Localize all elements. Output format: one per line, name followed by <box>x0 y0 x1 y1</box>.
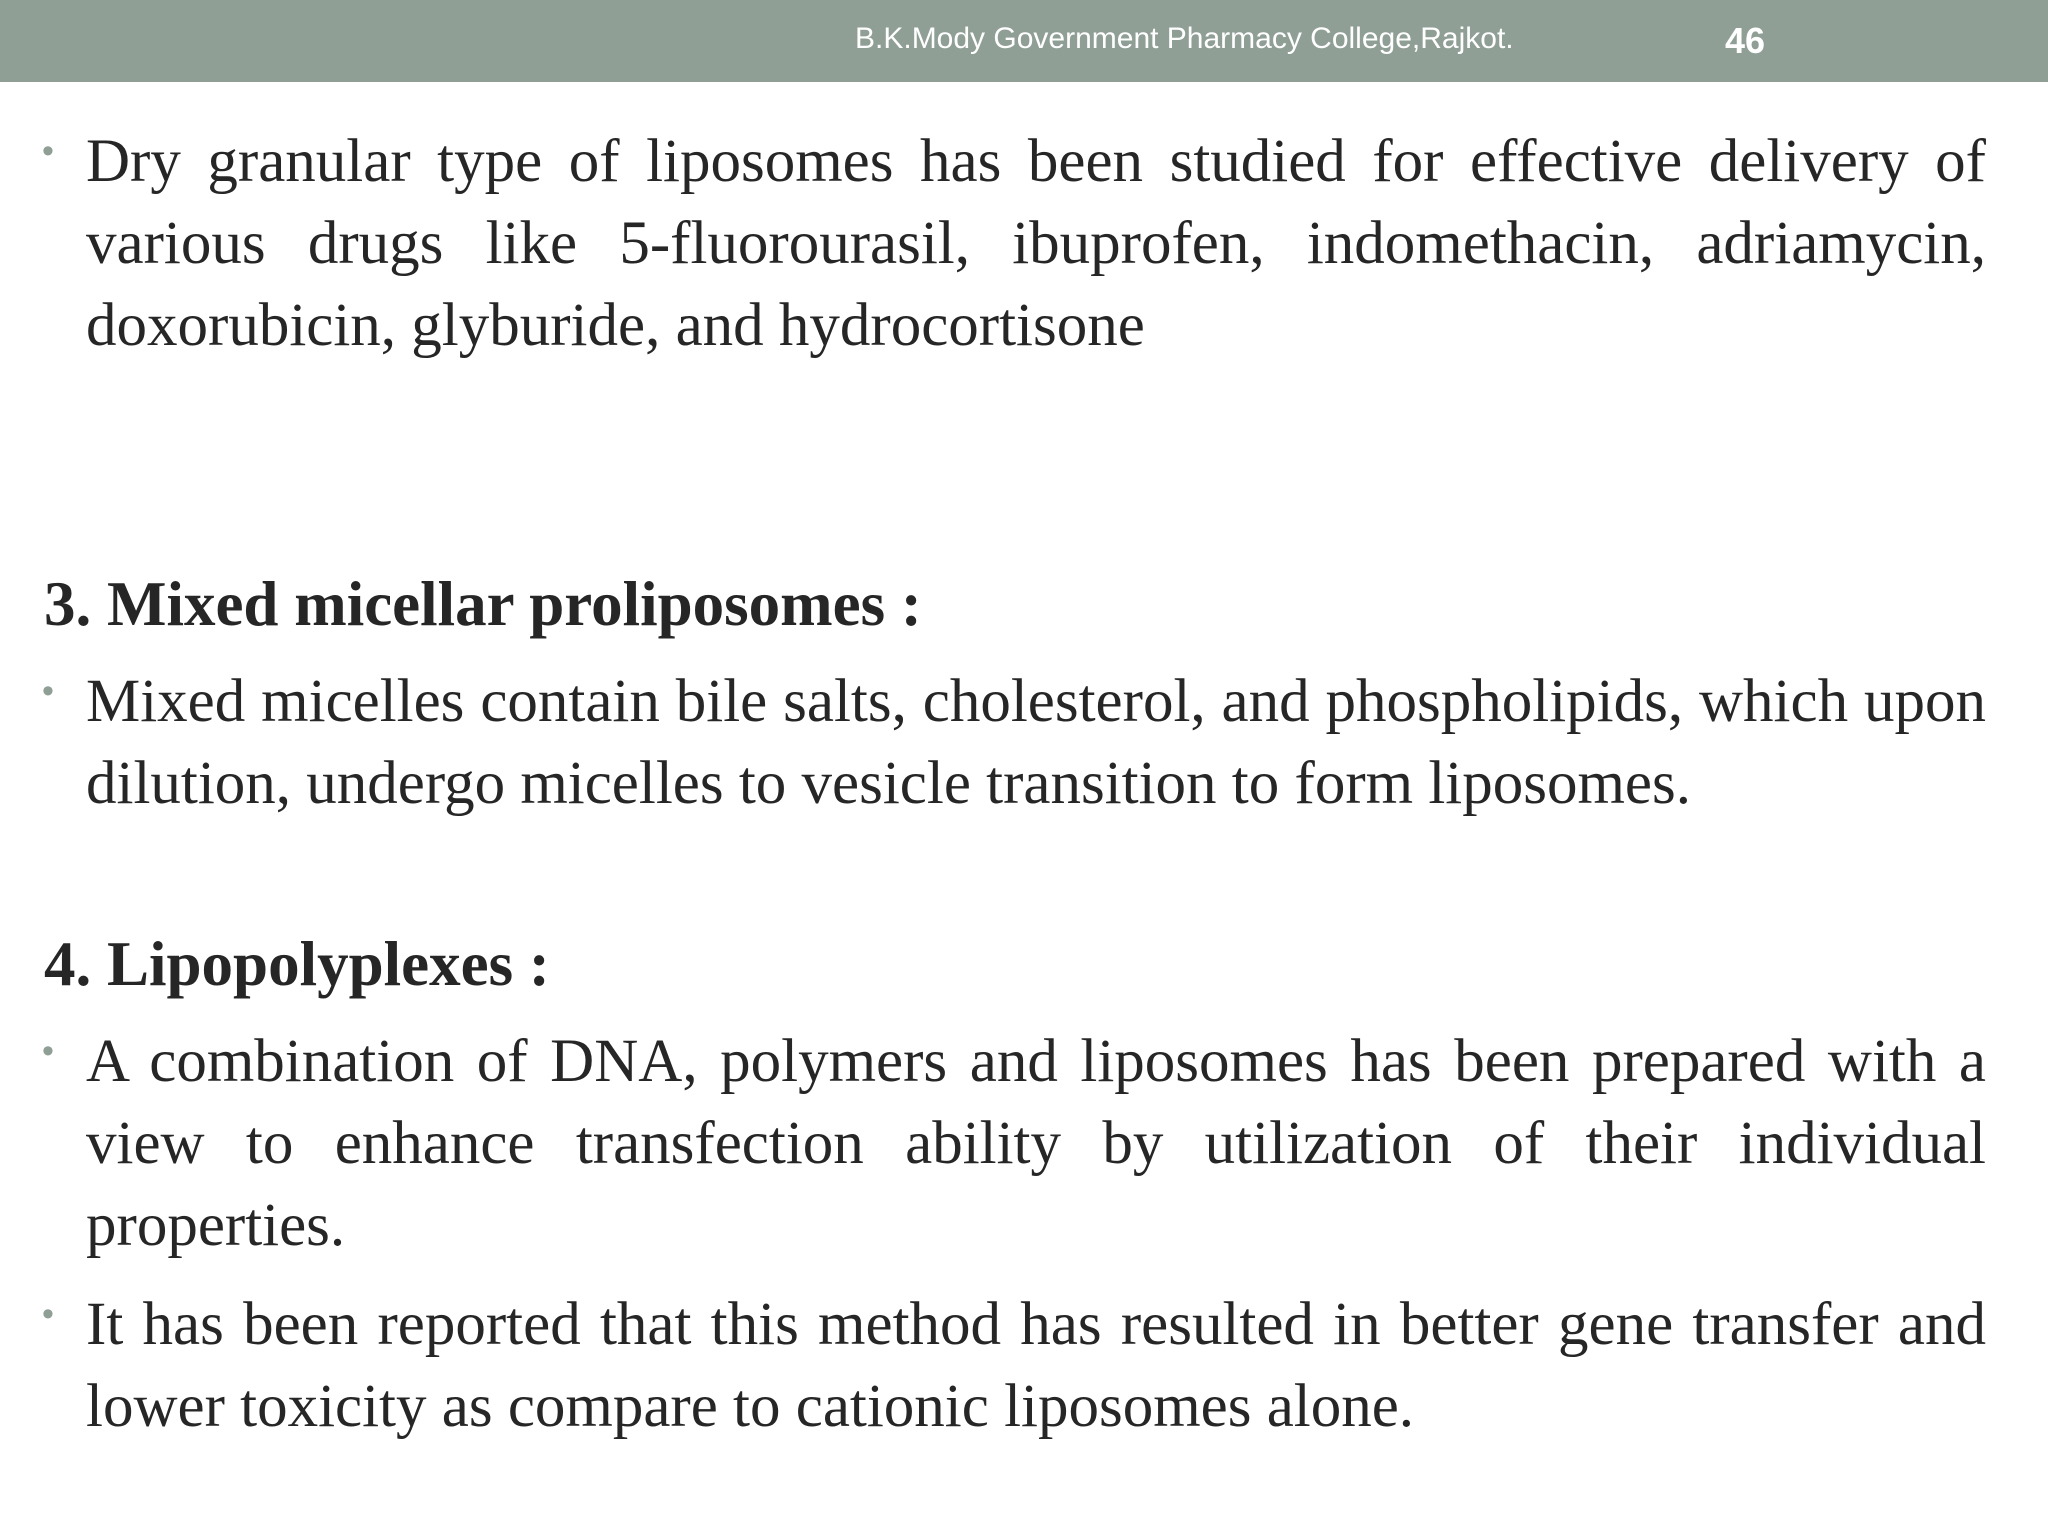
college-name: B.K.Mody Government Pharmacy College,Rajkot. <box>855 22 1514 55</box>
bullet-gene-transfer: It has been reported that this method has resulted in better gene transfer and lower toxicity as compare to cationic liposomes alone. <box>86 1291 1986 1440</box>
bullet-marker: • <box>42 132 54 170</box>
bullet-marker: • <box>42 1295 54 1333</box>
heading-lipopolyplexes: 4. Lipopolyplexes : <box>44 929 550 999</box>
bullet-marker: • <box>42 1032 54 1070</box>
bullet-dna-polymers: A combination of DNA, polymers and liposomes has been prepared with a view to enhance transfection ability by utilization of their individual properties. <box>86 1028 1986 1259</box>
bullet-marker: • <box>42 672 54 710</box>
bullet-mixed-micelles: Mixed micelles contain bile salts, cholesterol, and phospholipids, which upon dilution, undergo micelles to vesicle transition to form liposomes. <box>86 668 1986 817</box>
page-number: 46 <box>1725 20 1766 61</box>
bullet-dry-granular: Dry granular type of liposomes has been studied for effective delivery of various drugs like 5-fluorourasil, ibuprofen, indomethacin, adriamycin, doxorubicin, glyburide, and hydrocortisone <box>86 128 1986 359</box>
heading-mixed-micellar: 3. Mixed micellar proliposomes : <box>44 569 922 639</box>
